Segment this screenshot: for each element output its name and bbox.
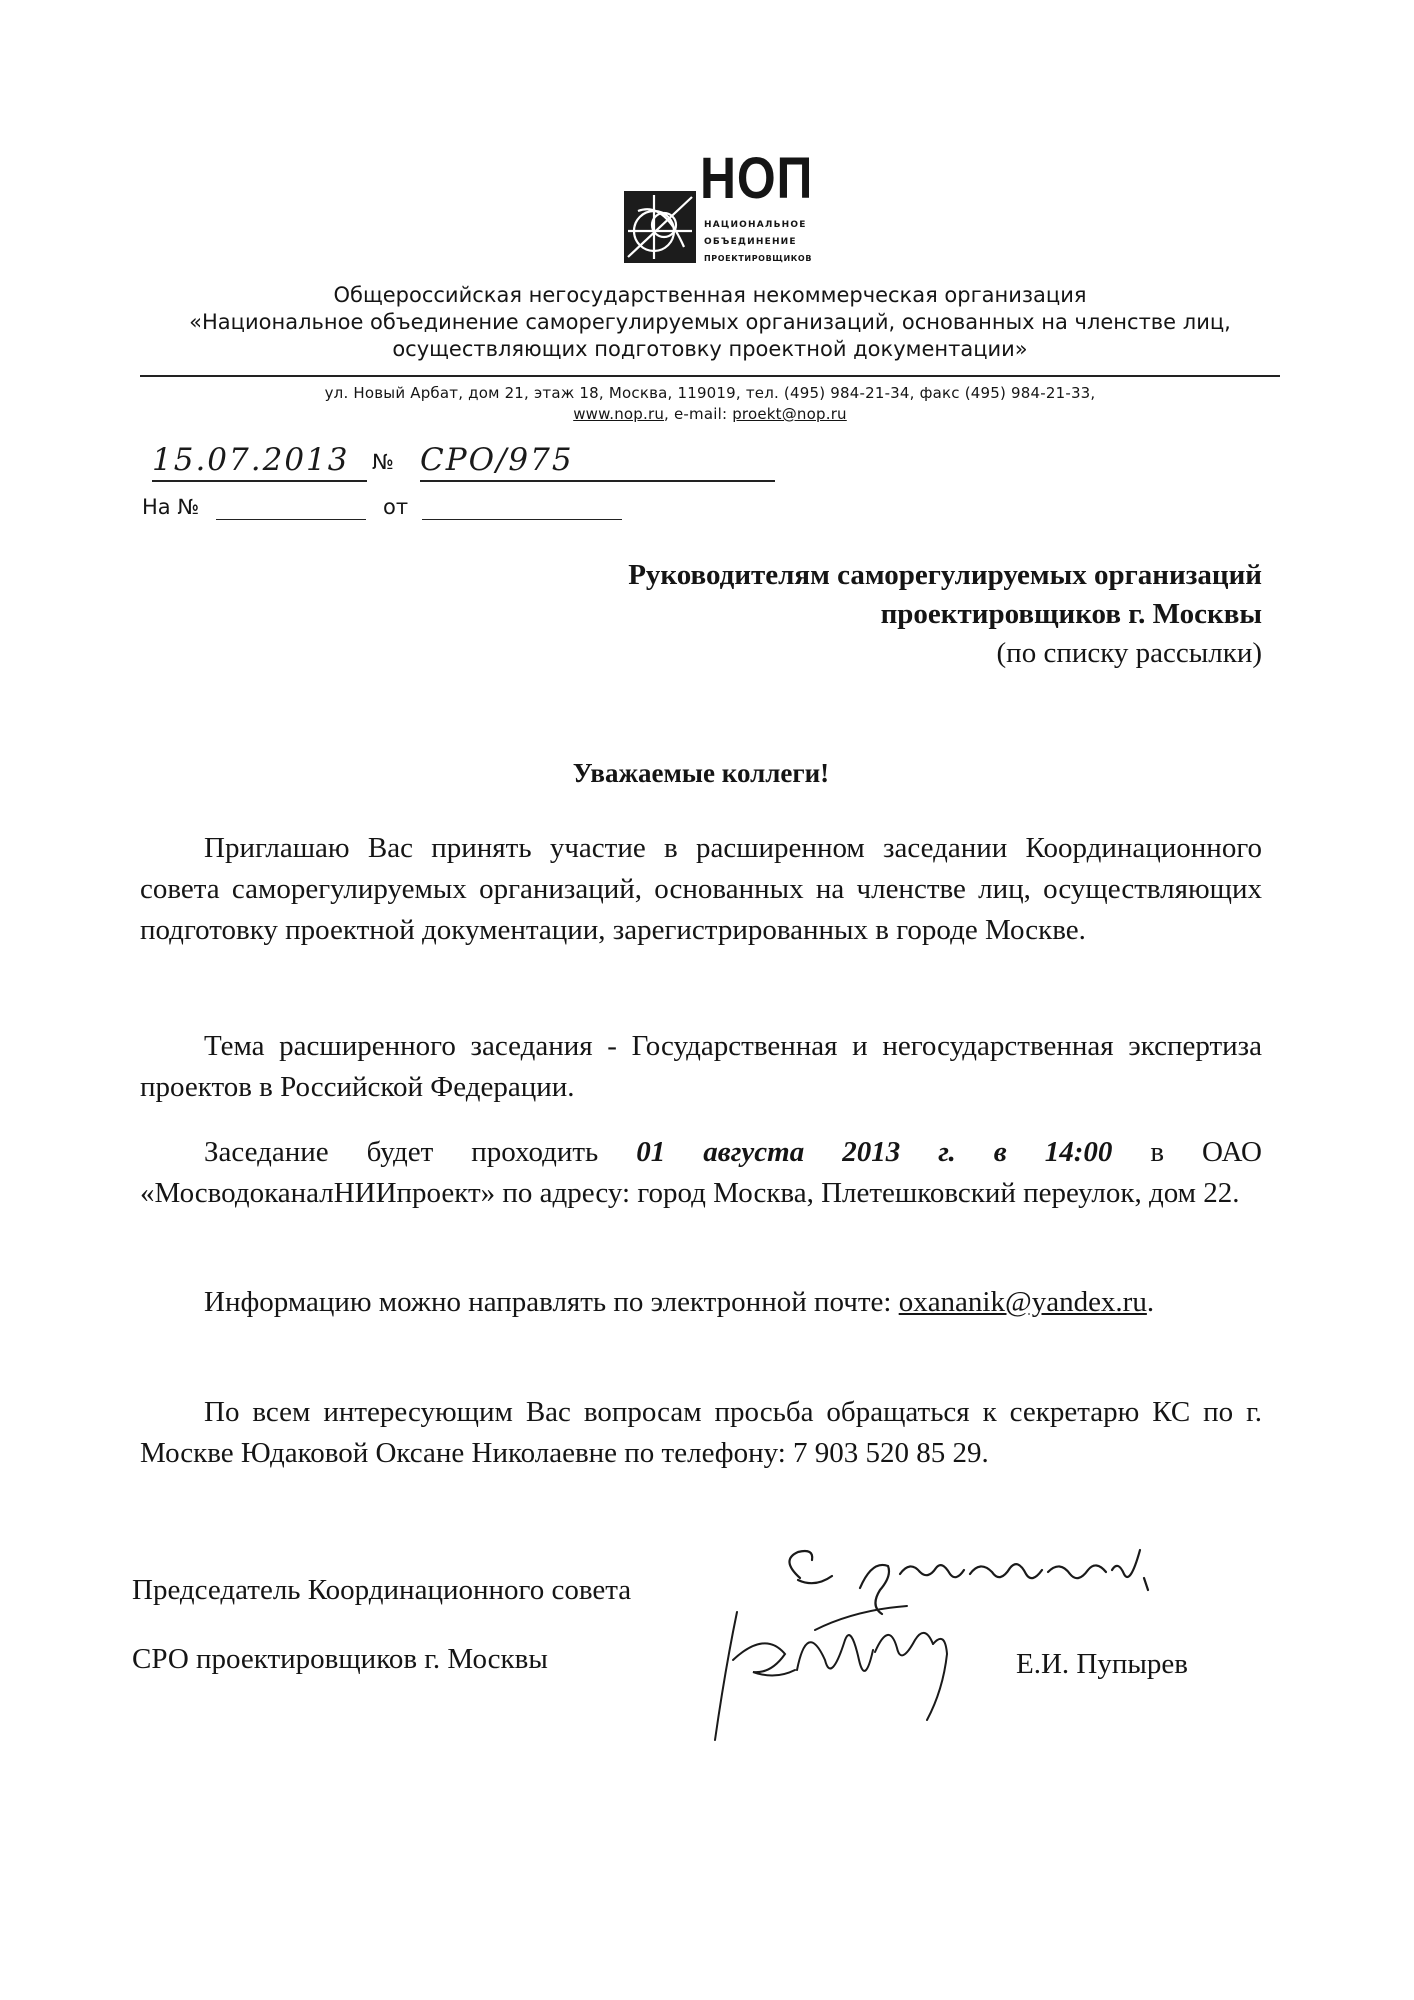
paragraph-text: Заседание будет проходить — [204, 1136, 637, 1168]
logo-subtitle-line: ПРОЕКТИРОВЩИКОВ — [704, 254, 813, 263]
letter-number: СРО/975 — [420, 440, 775, 482]
salutation: Уважаемые коллеги! — [572, 758, 830, 788]
paragraph-text: . — [1146, 1286, 1155, 1318]
paragraph-text: Приглашаю Вас принять участие в расширенном заседании Координационного совета саморегулируемых организаций, основанных на членстве лиц, осуществляющих подготовку проектной документации, зарегистрированных в городе Москве. — [140, 832, 1262, 946]
organization-logo-icon — [624, 191, 696, 263]
body-paragraph — [140, 828, 1262, 951]
addressee-line: Руководителям саморегулируемых организаций — [628, 559, 1262, 591]
body-paragraph — [140, 1132, 1262, 1214]
body-paragraph — [140, 1392, 1262, 1474]
contact-email-link[interactable]: oxananik@yandex.ru — [898, 1286, 1147, 1318]
reply-number-label: На № — [142, 495, 200, 519]
letter-date: 15.07.2013 — [152, 440, 367, 482]
handwritten-signature — [675, 1600, 995, 1750]
email-label: , e-mail: — [664, 405, 733, 423]
logo-abbreviation: НОП — [700, 146, 814, 211]
organization-name: «Национальное объединение саморегулируемых организаций, основанных на членстве лиц, — [189, 310, 1231, 334]
body-paragraph — [140, 1282, 1262, 1323]
organization-name-continued: осуществляющих подготовку проектной документации» — [392, 337, 1028, 361]
logo-subtitle-line: ОБЪЕДИНЕНИЕ — [704, 237, 797, 247]
email-link[interactable]: proekt@nop.ru — [732, 405, 847, 423]
signatory-title: СРО проектировщиков г. Москвы — [132, 1643, 548, 1675]
paragraph-text: в ОАО «МосводоканалНИИпроект» по адресу: город Москва, Плетешковский переулок, дом 22. — [140, 1136, 1262, 1209]
logo-subtitle-line: НАЦИОНАЛЬНОЕ — [704, 220, 807, 230]
paragraph-text: Тема расширенного заседания - Государственная и негосударственная экспертиза проектов в Российской Федерации. — [140, 1030, 1262, 1103]
body-paragraph — [140, 1026, 1262, 1108]
letterhead-divider — [140, 375, 1280, 377]
paragraph-text: По всем интересующим Вас вопросам просьба обращаться к секретарю КС по г. Москве Юдаковой Оксане Николаевне по телефону: 7 903 520 85 29. — [140, 1396, 1262, 1469]
addressee-block — [628, 556, 1262, 673]
organization-type: Общероссийская негосударственная некоммерческая организация — [333, 283, 1087, 307]
outgoing-reference — [140, 440, 660, 480]
addressee-note: (по списку рассылки) — [996, 637, 1262, 669]
signatory-title: Председатель Координационного совета — [132, 1574, 632, 1606]
reply-date-blank — [422, 497, 622, 520]
incoming-reference — [140, 495, 660, 525]
meeting-datetime: 01 августа 2013 г. в 14:00 — [636, 1136, 1113, 1168]
reply-number-blank — [216, 497, 366, 520]
organization-header — [140, 282, 1280, 363]
paragraph-text: Информацию можно направлять по электронной почте: — [204, 1286, 899, 1318]
number-label: № — [372, 450, 394, 474]
organization-address: ул. Новый Арбат, дом 21, этаж 18, Москва, 119019, тел. (495) 984-21-34, факс (495) 984-21-33, — [324, 384, 1096, 402]
addressee-line: проектировщиков г. Москвы — [880, 598, 1262, 630]
website-link[interactable]: www.nop.ru — [573, 405, 665, 423]
signatory-name: Е.И. Пупырев — [1016, 1648, 1188, 1680]
reply-from-label: от — [383, 495, 409, 519]
organization-contacts — [140, 383, 1280, 425]
